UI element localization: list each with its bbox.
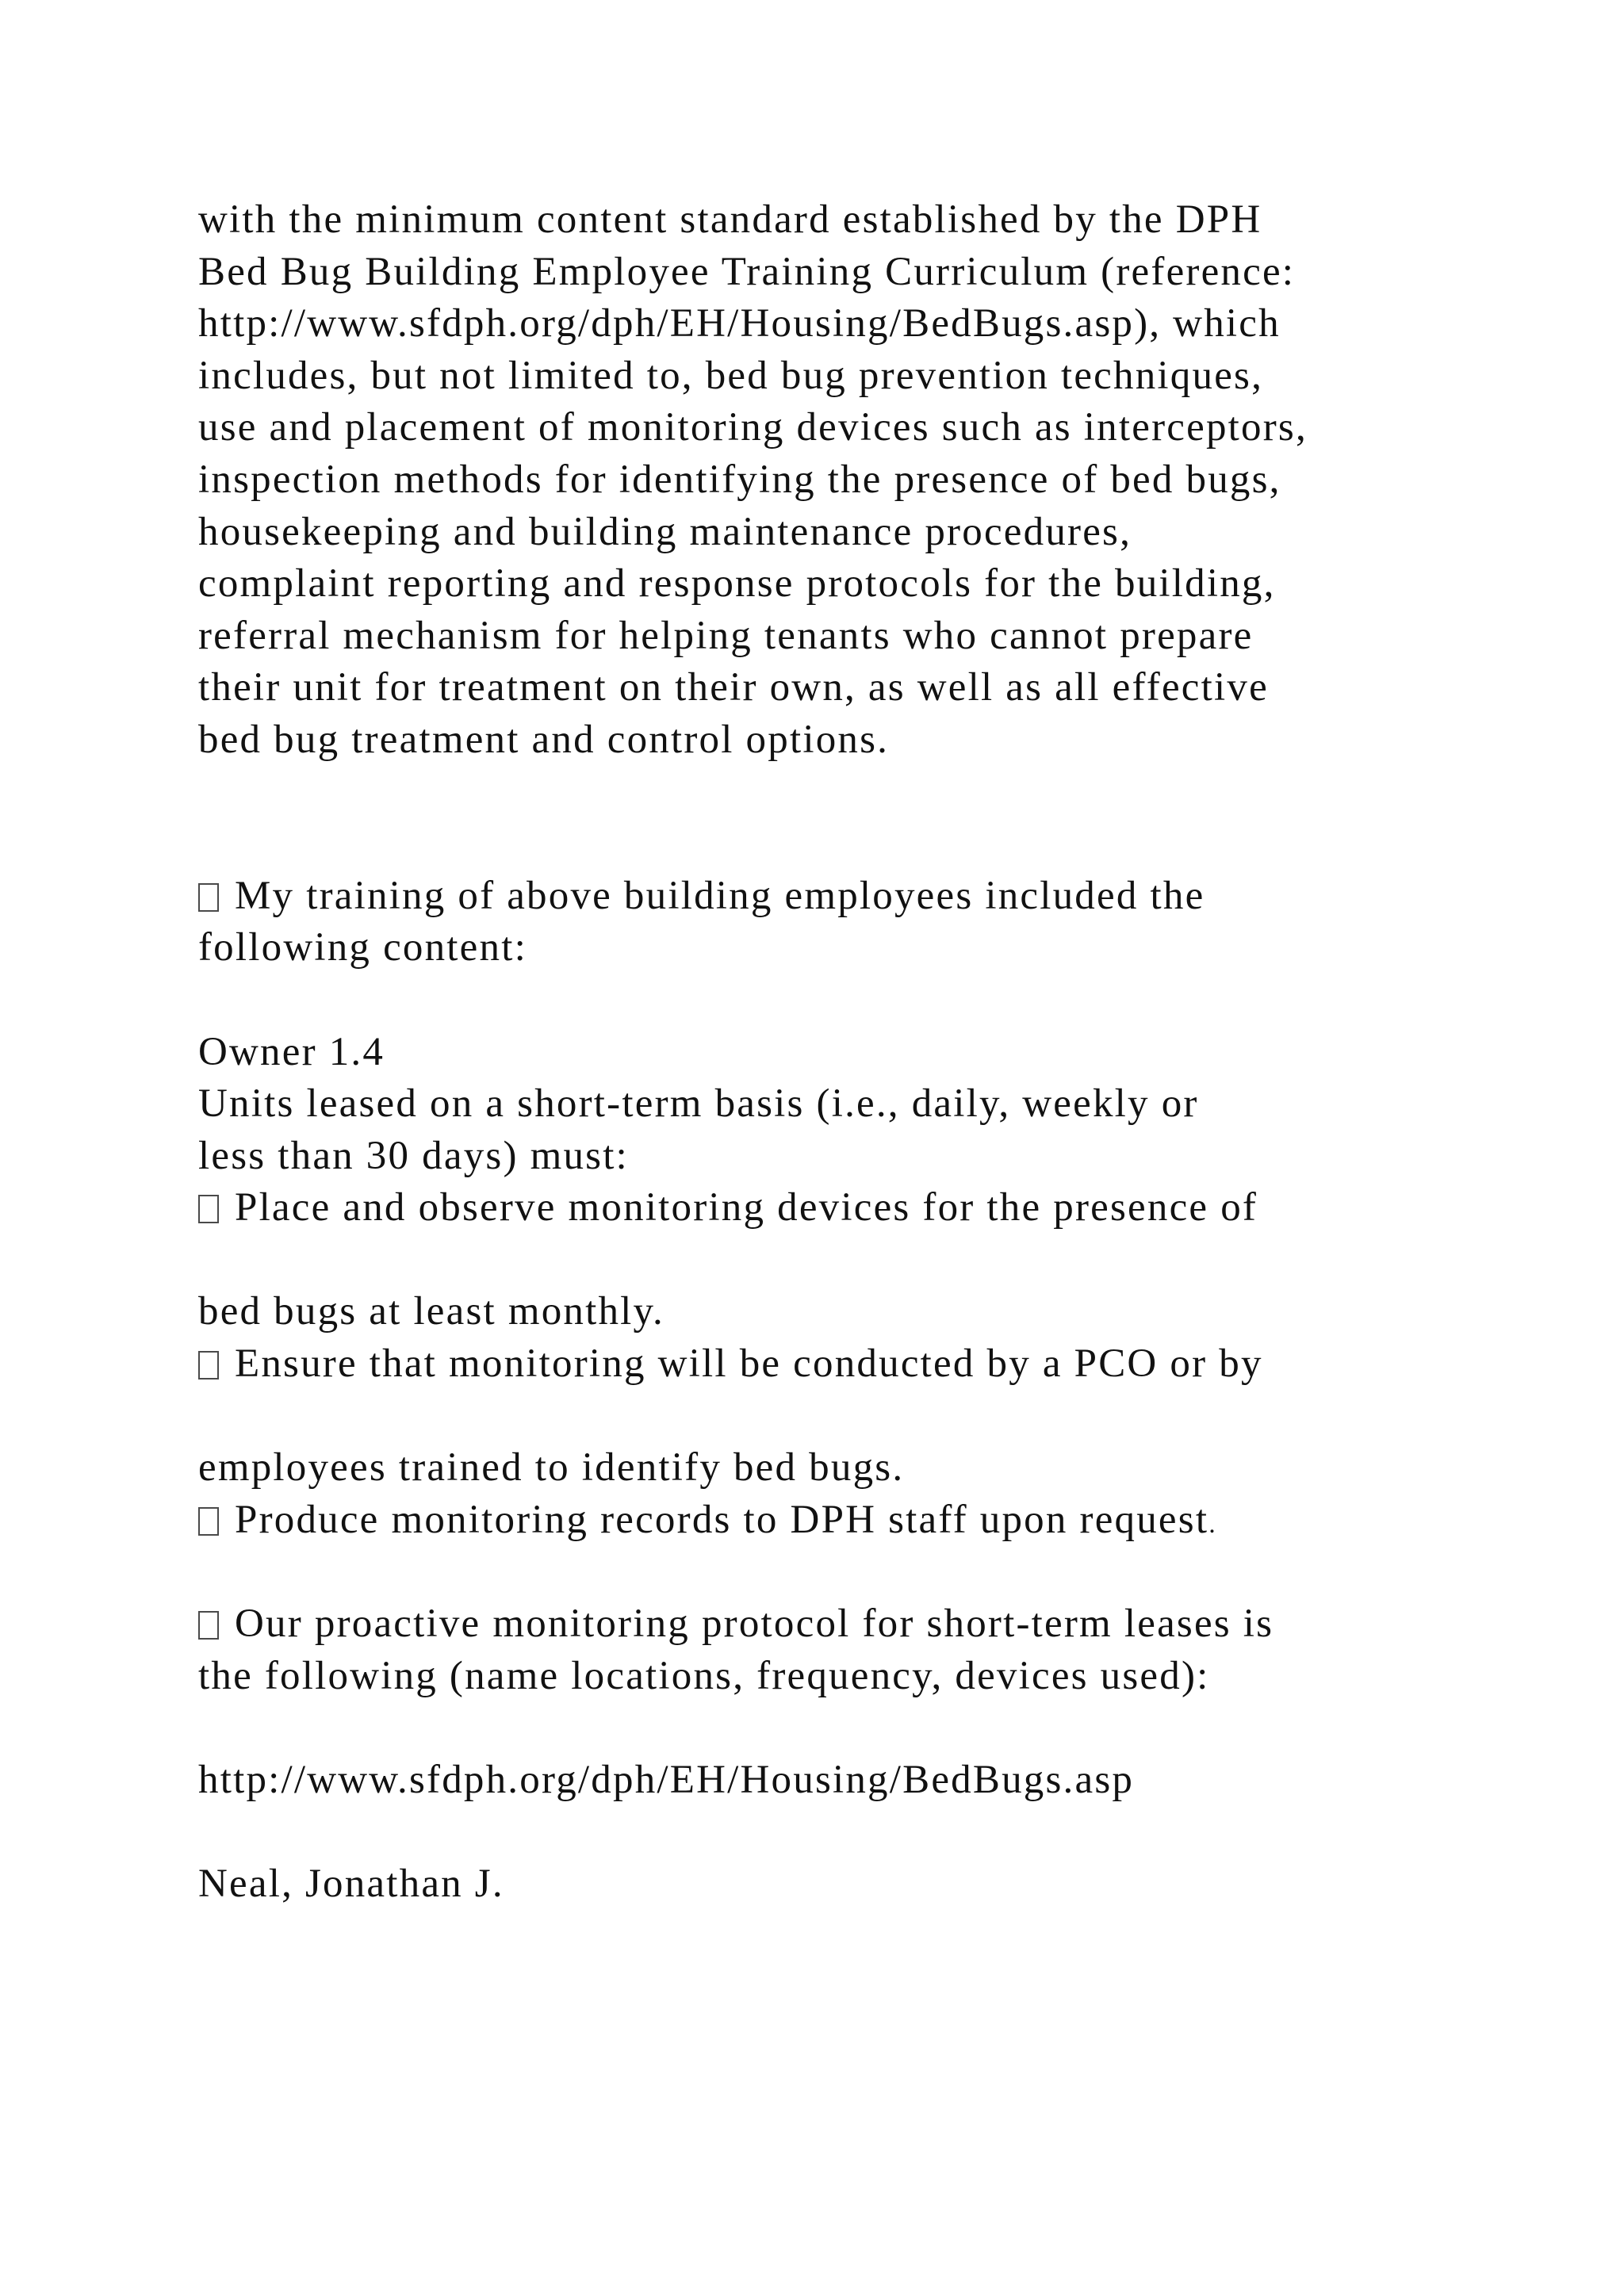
spacer xyxy=(198,1546,1507,1598)
paragraph-line: housekeeping and building maintenance procedures, xyxy=(198,509,1132,554)
training-line-1: My training of above building employees included the xyxy=(235,873,1205,918)
training-item xyxy=(198,871,1507,923)
owner-item-1-line-1: Place and observe monitoring devices for the presence of xyxy=(235,1185,1258,1230)
owner-intro-line-2: less than 30 days) must: xyxy=(198,1133,629,1178)
paragraph-line: http://www.sfdph.org/dph/EH/Housing/BedBugs.asp), which xyxy=(198,301,1281,346)
owner-item-3 xyxy=(198,1494,1507,1547)
checkbox-icon xyxy=(198,883,219,912)
checkbox-icon xyxy=(198,1351,219,1380)
author-name: Neal, Jonathan J. xyxy=(198,1862,504,1906)
owner-item-1 xyxy=(198,1182,1507,1234)
owner-item-2 xyxy=(198,1338,1507,1391)
owner-item-3-text: Produce monitoring records to DPH staff upon request xyxy=(235,1497,1209,1542)
paragraph-line: bed bug treatment and control options. xyxy=(198,717,890,762)
spacer xyxy=(198,1391,1507,1443)
spacer xyxy=(198,1702,1507,1755)
checkbox-icon xyxy=(198,1507,219,1536)
paragraph-line: includes, but not limited to, bed bug prevention techniques, xyxy=(198,353,1264,398)
spacer xyxy=(198,1806,1507,1858)
paragraph-line: inspection methods for identifying the presence of bed bugs, xyxy=(198,457,1281,502)
spacer xyxy=(198,818,1507,871)
spacer xyxy=(198,974,1507,1027)
checkbox-icon xyxy=(198,1195,219,1223)
training-line-2: following content: xyxy=(198,925,527,970)
owner-item-3-period: . xyxy=(1208,1509,1217,1539)
owner-heading: Owner 1.4 xyxy=(198,1029,385,1074)
protocol-line-1: Our proactive monitoring protocol for short-term leases is xyxy=(235,1601,1274,1647)
protocol-line-2: the following (name locations, frequency, devices used): xyxy=(198,1653,1210,1698)
paragraph-line: with the minimum content standard established by the DPH xyxy=(198,197,1262,242)
spacer xyxy=(198,767,1507,819)
paragraph-line: use and placement of monitoring devices such as interceptors, xyxy=(198,405,1308,450)
protocol-item xyxy=(198,1598,1507,1651)
paragraph-line: complaint reporting and response protocols for the building, xyxy=(198,561,1276,607)
owner-item-1-line-2: bed bugs at least monthly. xyxy=(198,1289,665,1334)
document-body xyxy=(198,194,1507,1911)
reference-url: http://www.sfdph.org/dph/EH/Housing/BedBugs.asp xyxy=(198,1757,1135,1802)
checkbox-icon xyxy=(198,1611,219,1640)
owner-intro-line-1: Units leased on a short-term basis (i.e., daily, weekly or xyxy=(198,1081,1199,1127)
paragraph-line: Bed Bug Building Employee Training Curriculum (reference: xyxy=(198,249,1296,294)
paragraph-line: their unit for treatment on their own, as well as all effective xyxy=(198,665,1269,710)
owner-item-2-line-2: employees trained to identify bed bugs. xyxy=(198,1445,905,1490)
spacer xyxy=(198,1234,1507,1287)
paragraph-line: referral mechanism for helping tenants who cannot prepare xyxy=(198,613,1254,658)
owner-item-2-line-1: Ensure that monitoring will be conducted by a PCO or by xyxy=(235,1341,1263,1387)
